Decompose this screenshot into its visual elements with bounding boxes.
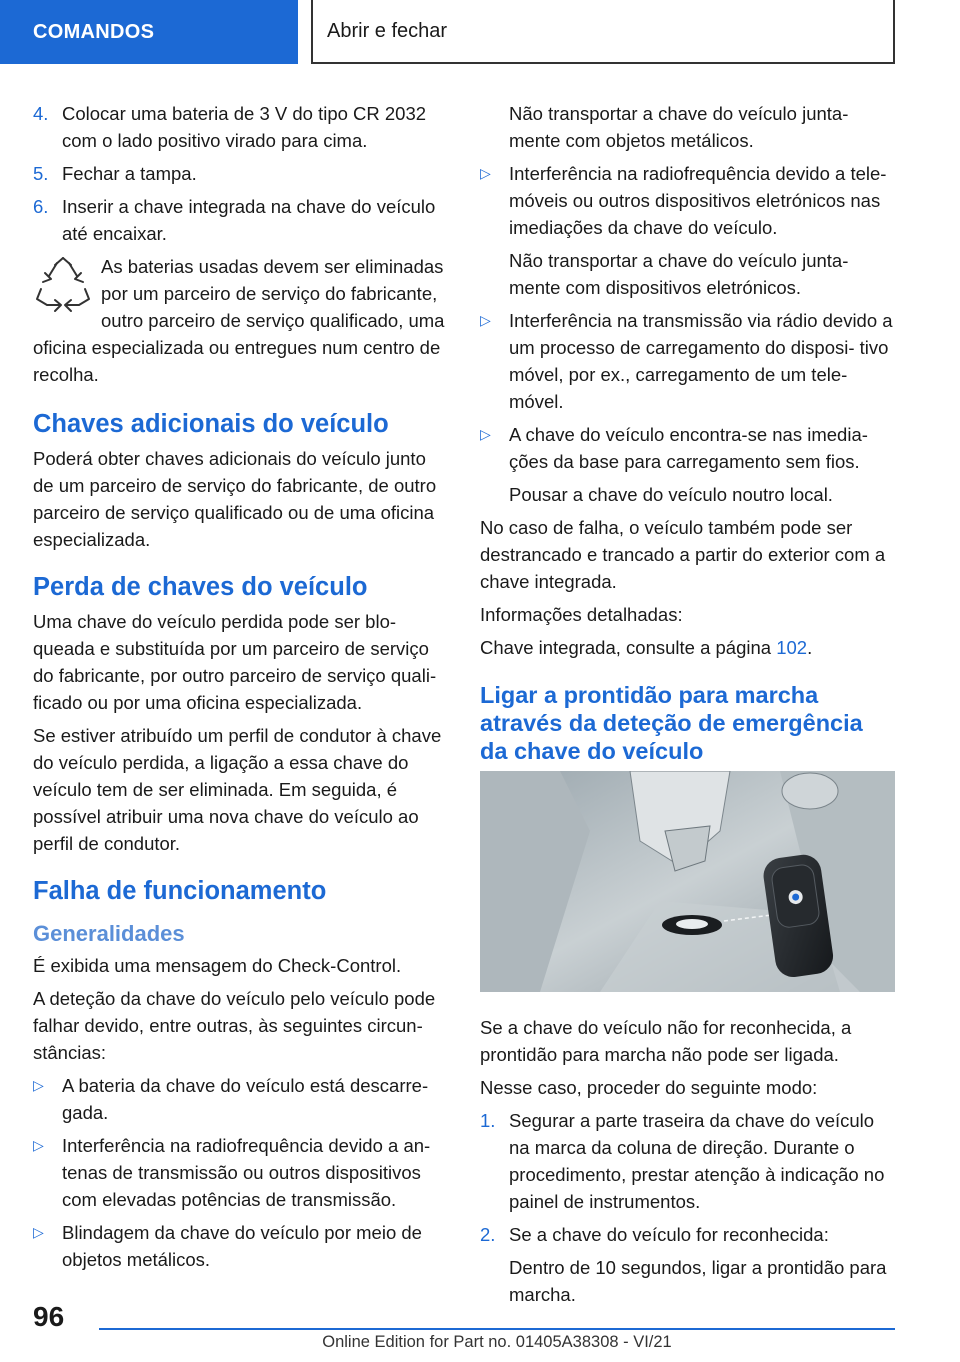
- bullet-text: Interferência na radiofrequência devido a tele‐ móveis ou outros dispositivos eletrónicos nas imediações da chave do veículo.: [509, 163, 887, 238]
- step-number: 1.: [480, 1110, 496, 1131]
- step-item: [33, 193, 449, 247]
- section-label: COMANDOS: [33, 20, 155, 43]
- paragraph: Se estiver atribuído um perfil de condutor à chave do veículo perdida, a ligação a essa chave do veículo tem de ser eliminada. Em seguida, é possível atribuir uma nova chave do veículo ao perfil de condutor.: [33, 725, 442, 854]
- step-text: Inserir a chave integrada na chave do veículo até encaixar.: [62, 196, 436, 244]
- bullet-text: A bateria da chave do veículo está descarre‐ gada.: [62, 1075, 429, 1123]
- step-text: Fechar a tampa.: [62, 163, 197, 184]
- step-number: 6.: [33, 196, 49, 217]
- step-text: Segurar a parte traseira da chave do veículo na marca da coluna de direção. Durante o procedimento, prestar atenção à indicação no painel de instrumentos.: [509, 1110, 885, 1212]
- page-number: 96: [33, 1301, 65, 1332]
- paragraph: Nesse caso, proceder do seguinte modo:: [480, 1077, 818, 1098]
- step-item: [480, 1107, 896, 1215]
- heading-extra-keys: Chaves adicionais do veículo: [33, 410, 389, 438]
- heading-emergency-detection: Ligar a prontidão para marcha através da deteção de emergência da chave do veículo: [480, 682, 863, 764]
- cross-reference: [480, 634, 896, 661]
- bullet-item: [33, 1132, 449, 1213]
- left-column: [33, 100, 449, 1279]
- bullet-continuation: Não transportar a chave do veículo junta‐ mente com dispositivos eletrónicos.: [509, 250, 849, 298]
- bullet-item: [480, 307, 896, 415]
- step-text: Se a chave do veículo for reconhecida:: [509, 1224, 829, 1245]
- bullet-text: Interferência na transmissão via rádio devido a um processo de carregamento do disposi‐ tivo móvel, por ex., carregamento de um tele‐ móvel.: [509, 310, 893, 412]
- bullet-continuation: Pousar a chave do veículo noutro local.: [509, 484, 833, 505]
- heading-lost-keys: Perda de chaves do veículo: [33, 573, 368, 601]
- steering-column-key-image: [480, 771, 895, 992]
- paragraph: Se a chave do veículo não for reconhecida, a prontidão para marcha não pode ser ligada.: [480, 1017, 852, 1065]
- paragraph: Uma chave do veículo perdida pode ser blo‐ queada e substituída por um parceiro de serviço do fabricante, por outro parceiro de serviço quali‐ ficado ou por uma oficina especializada.: [33, 611, 437, 713]
- page-link[interactable]: 102: [776, 637, 808, 658]
- bullet-triangle-icon: ▷: [33, 1224, 44, 1240]
- right-column: [480, 100, 896, 1314]
- bullet-item: [33, 1219, 449, 1273]
- step-item: [33, 160, 449, 187]
- paragraph: Poderá obter chaves adicionais do veículo junto de um parceiro de serviço do fabricante, de outro parceiro de serviço qualificado ou de uma oficina especializada.: [33, 448, 437, 550]
- bullet-continuation: Não transportar a chave do veículo junta‐ mente com objetos metálicos.: [509, 103, 849, 151]
- edition-info: Online Edition for Part no. 01405A38308 - VI/21: [322, 1333, 672, 1351]
- bullet-item: [480, 421, 896, 475]
- step-number: 4.: [33, 103, 49, 124]
- recycle-note-text: As baterias usadas devem ser eliminadas por um parceiro de serviço do fabricante, outro parceiro de serviço qualificado, uma oficina especializada ou entregues num centro de recolha.: [33, 256, 445, 385]
- section-tab: [0, 0, 298, 64]
- footer-divider: [99, 1328, 895, 1330]
- heading-malfunction: Falha de funcionamento: [33, 877, 327, 905]
- recycle-icon: [33, 255, 93, 317]
- step-continuation: Dentro de 10 segundos, ligar a prontidão para marcha.: [509, 1257, 887, 1305]
- paragraph: A deteção da chave do veículo pelo veículo pode falhar devido, entre outras, às seguintes circun‐ stâncias:: [33, 988, 436, 1063]
- step-number: 2.: [480, 1224, 496, 1245]
- bullet-item: [480, 160, 896, 241]
- chapter-tab: [311, 0, 895, 64]
- paragraph: É exibida uma mensagem do Check-Control.: [33, 955, 402, 976]
- paragraph: No caso de falha, o veículo também pode ser destrancado e trancado a partir do exterior com a chave integrada.: [480, 517, 886, 592]
- step-text: Colocar uma bateria de 3 V do tipo CR 2032 com o lado positivo virado para cima.: [62, 103, 427, 151]
- bullet-text: A chave do veículo encontra-se nas imedia‐ ções da base para carregamento sem fios.: [509, 424, 868, 472]
- paragraph: Informações detalhadas:: [480, 604, 683, 625]
- recycle-note: [33, 253, 449, 388]
- bullet-triangle-icon: ▷: [33, 1077, 44, 1093]
- bullet-triangle-icon: ▷: [480, 312, 491, 328]
- bullet-triangle-icon: ▷: [33, 1137, 44, 1153]
- reference-text: Chave integrada, consulte a página: [480, 637, 777, 658]
- step-item: [480, 1221, 896, 1248]
- bullet-text: Blindagem da chave do veículo por meio de objetos metálicos.: [62, 1222, 422, 1270]
- step-item: [33, 100, 449, 154]
- heading-general: Generalidades: [33, 921, 185, 946]
- bullet-triangle-icon: ▷: [480, 165, 491, 181]
- step-number: 5.: [33, 163, 49, 184]
- bullet-text: Interferência na radiofrequência devido a an‐ tenas de transmissão ou outros dispositivos com elevadas potências de transmissão.: [62, 1135, 431, 1210]
- reference-end: .: [807, 637, 813, 658]
- bullet-item: [33, 1072, 449, 1126]
- chapter-label: Abrir e fechar: [327, 19, 448, 42]
- bullet-triangle-icon: ▷: [480, 426, 491, 442]
